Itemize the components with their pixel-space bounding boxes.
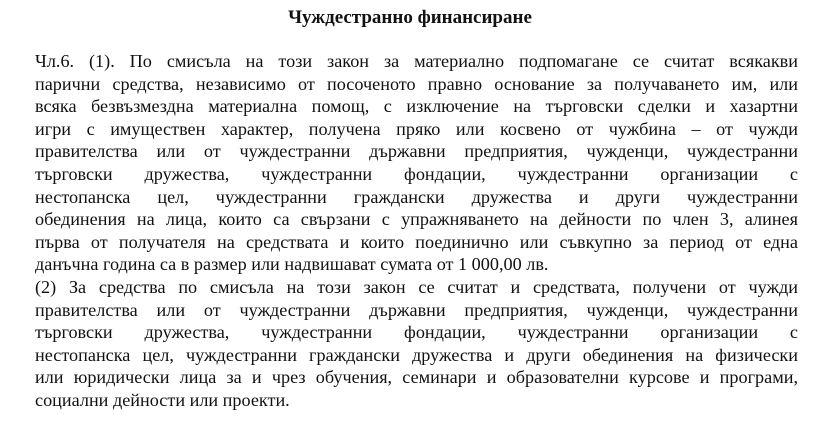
- document-title: Чуждестранно финансиране: [288, 7, 532, 28]
- text-line: правителства или от чуждестранни държавни предприятия, чужденци, чуждестранни: [35, 299, 798, 320]
- text-line: парични средства, независимо от посоченото правно основание за получаването им, или: [35, 73, 798, 94]
- document-body: [35, 50, 798, 412]
- text-line: търговски дружества, чуждестранни фондации, чуждестранни организации с: [35, 322, 798, 343]
- text-line: игри с имуществен характер, получена пряко или косвено от чужбина – от чужди: [35, 118, 798, 139]
- text-line: (2) За средства по смисъла на този закон се считат и средствата, получени от чужди: [35, 276, 798, 297]
- text-line: търговски дружества, чуждестранни фондации, чуждестранни организации с: [35, 163, 798, 184]
- text-line: нестопанска цел, чуждестранни граждански дружества и други обединения на физически: [35, 344, 798, 365]
- text-line: всяка безвъзмездна материална помощ, с изключение на търговски сделки и хазартни: [35, 96, 798, 117]
- text-line: или юридически лица за и чрез обучения, семинари и образователни курсове и програми,: [35, 367, 798, 388]
- text-line: Чл.6. (1). По смисъла на този закон за материално подпомагане се считат всякакви: [35, 51, 798, 71]
- text-line: правителства или от чуждестранни държавни предприятия, чужденци, чуждестранни: [35, 141, 798, 162]
- text-line: първа от получателя на средствата и които поединично или съвкупно за период от една: [35, 231, 798, 252]
- text-line: данъчна година са в размер или надвишават сумата от 1 000,00 лв.: [35, 254, 549, 275]
- text-line: социални дейности или проекти.: [35, 389, 290, 410]
- text-line: обединения на лица, които са свързани с упражняването на дейности по член 3, алинея: [35, 209, 798, 230]
- text-line: нестопанска цел, чуждестранни граждански дружества и други чуждестранни: [35, 186, 798, 207]
